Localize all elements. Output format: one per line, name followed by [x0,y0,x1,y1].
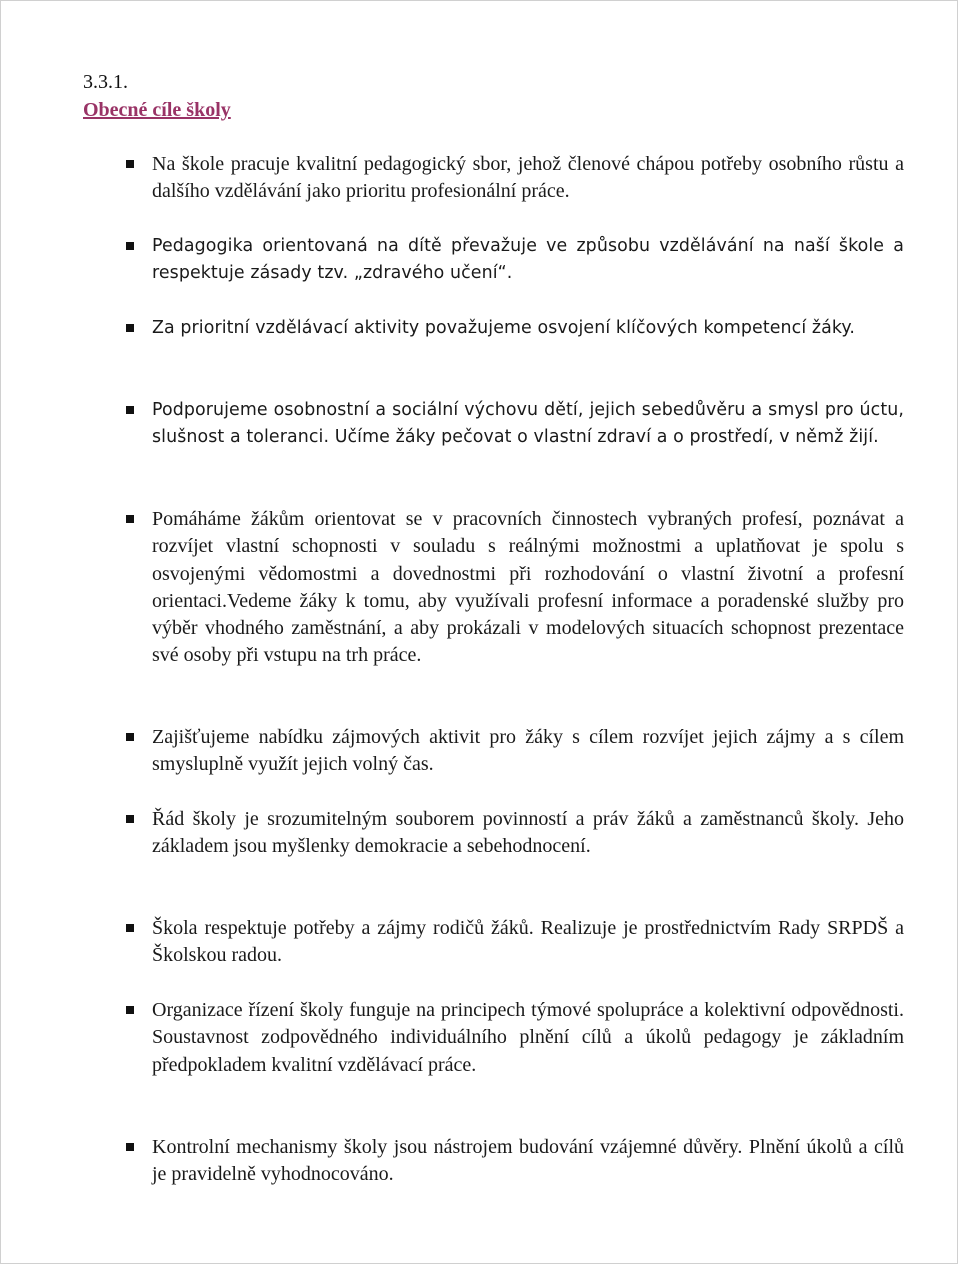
square-bullet-icon [126,515,134,523]
list-item-text: Pomáháme žákům orientovat se v pracovních činnostech vybraných profesí, poznávat a rozvíjet vlastní schopnosti v souladu s reálnými možnostmi a uplatňovat je spolu s osvojenými vědomostmi a dovednostmi při rozhodování o vlastní životní a profesní orientaci.Vedeme žáky k tomu, aby využívali profesní informace a poradenské služby pro výběr vhodného zaměstnání, a aby prokázali v modelových situacích schopnost prezentace své osoby při vstupu na trh práce. [152,508,904,667]
list-item-text: Pedagogika orientovaná na dítě převažuje ve způsobu vzdělávání na naší škole a respektuje zásady tzv. „zdravého učení“. [152,236,904,284]
square-bullet-icon [126,733,134,741]
square-bullet-icon [126,324,134,332]
square-bullet-icon [126,924,134,932]
list-item-text: Za prioritní vzdělávací aktivity považujeme osvojení klíčových kompetencí žáky. [152,318,855,338]
list-item-text: Kontrolní mechanismy školy jsou nástrojem budování vzájemné důvěry. Plnění úkolů a cílů je pravidelně vyhodnocováno. [152,1136,904,1186]
square-bullet-icon [126,160,134,168]
square-bullet-icon [126,1143,134,1151]
section-title: Obecné cíle školy [83,99,231,121]
square-bullet-icon [126,242,134,250]
list-item-text: Na škole pracuje kvalitní pedagogický sbor, jehož členové chápou potřeby osobního růstu a dalšího vzdělávání jako prioritu profesionální práce. [152,153,904,203]
list-item-text: Podporujeme osobnostní a sociální výchovu dětí, jejich sebedůvěru a smysl pro úctu, slušnost a toleranci. Učíme žáky pečovat o vlastní zdraví a o prostředí, v němž žijí. [152,400,904,448]
square-bullet-icon [126,1006,134,1014]
square-bullet-icon [126,406,134,414]
list-item-text: Škola respektuje potřeby a zájmy rodičů žáků. Realizuje je prostřednictvím Rady SRPDŠ a Školskou radou. [152,917,904,967]
list-item-text: Řád školy je srozumitelným souborem povinností a práv žáků a zaměstnanců školy. Jeho základem jsou myšlenky demokracie a sebehodnocení. [152,808,904,858]
list-item-text: Organizace řízení školy funguje na principech týmové spolupráce a kolektivní odpovědnosti. Soustavnost zodpovědného individuálního plnění cílů a úkolů pedagogy je základním předpokladem kvalitní vzdělávací práce. [152,999,904,1076]
list-item-text: Zajišťujeme nabídku zájmových aktivit pro žáky s cílem rozvíjet jejich zájmy a s cílem smysluplně využít jejich volný čas. [152,726,904,776]
square-bullet-icon [126,815,134,823]
section-number: 3.3.1. [83,71,128,93]
